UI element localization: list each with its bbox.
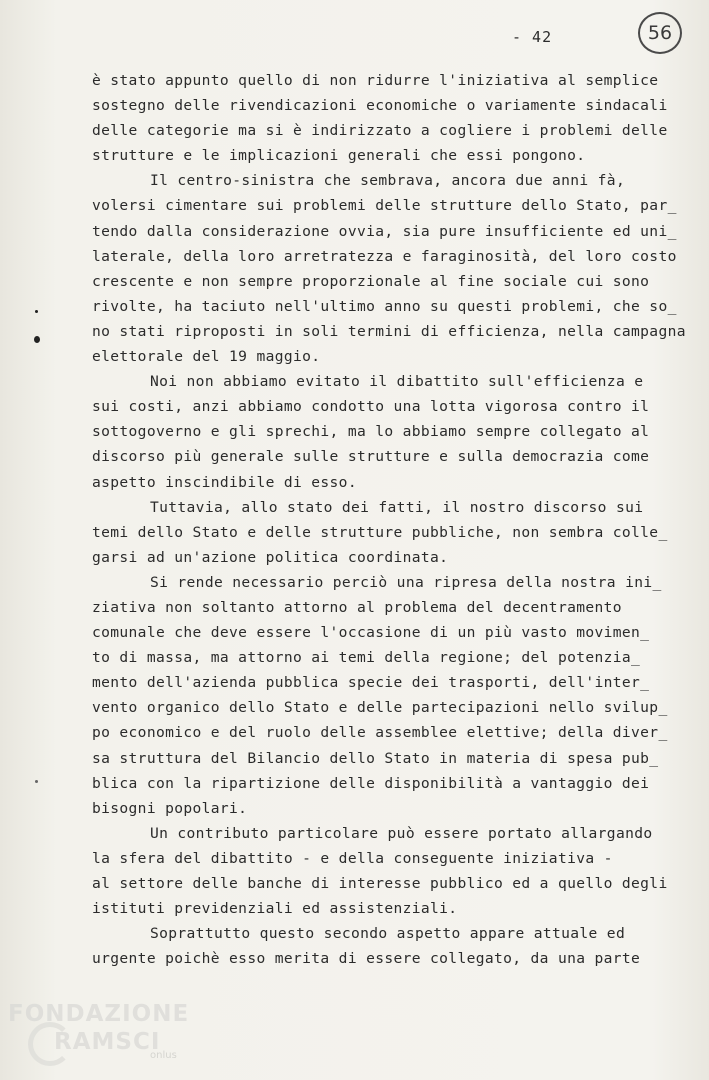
text-line: istituti previdenziali ed assistenziali. — [92, 900, 458, 918]
watermark-suffix: onlus — [150, 1050, 177, 1061]
text-line: Noi non abbiamo evitato il dibattito sull'efficienza e — [150, 373, 644, 391]
text-line: discorso più generale sulle strutture e sulla democrazia come — [92, 448, 650, 466]
text-line: sa struttura del Bilancio dello Stato in materia di spesa pub_ — [92, 749, 659, 767]
text-line: no stati riproposti in soli termini di efficienza, nella campagna — [92, 322, 686, 340]
watermark-line2: RAMSCI — [54, 1029, 161, 1055]
margin-dot-mark — [35, 310, 38, 313]
text-line: sostegno delle rivendicazioni economiche o variamente sindacali — [92, 97, 668, 115]
text-line: tendo dalla considerazione ovvia, sia pure insufficiente ed uni_ — [92, 222, 677, 240]
text-line: volersi cimentare sui problemi delle strutture dello Stato, par_ — [92, 197, 677, 215]
text-line: crescente e non sempre proporzionale al fine sociale cui sono — [92, 272, 650, 290]
text-line: vento organico dello Stato e delle partecipazioni nello svilup_ — [92, 699, 668, 717]
text-line: temi dello Stato e delle strutture pubbliche, non sembra colle_ — [92, 523, 668, 541]
typed-body-text — [92, 68, 686, 971]
text-line: laterale, della loro arretratezza e faraginosità, del loro costo — [92, 247, 677, 265]
text-line: bisogni popolari. — [92, 799, 248, 817]
text-line: Si rende necessario perciò una ripresa della nostra ini_ — [150, 573, 662, 591]
text-line: aspetto inscindibile di esso. — [92, 473, 357, 491]
text-line: urgente poichè esso merita di essere collegato, da una parte — [92, 950, 641, 968]
text-line: po economico e del ruolo delle assemblee elettive; della diver_ — [92, 724, 668, 742]
text-line: mento dell'azienda pubblica specie dei trasporti, dell'inter_ — [92, 674, 650, 692]
text-line: delle categorie ma si è indirizzato a cogliere i problemi delle — [92, 122, 668, 140]
text-line: al settore delle banche di interesse pubblico ed a quello degli — [92, 875, 668, 892]
archive-number-stamp: 56 — [638, 12, 682, 54]
text-line: to di massa, ma attorno ai temi della regione; del potenzia_ — [92, 649, 641, 667]
text-line: comunale che deve essere l'occasione di un più vasto movimen_ — [92, 624, 650, 642]
text-line: rivolte, ha taciuto nell'ultimo anno su questi problemi, che so_ — [92, 297, 677, 315]
text-line: Un contributo particolare può essere portato allargando — [150, 824, 653, 842]
text-line: è stato appunto quello di non ridurre l'iniziativa al semplice — [92, 72, 659, 89]
margin-dot-mark — [35, 780, 38, 783]
text-line: elettorale del 19 maggio. — [92, 348, 321, 366]
text-line: sui costi, anzi abbiamo condotto una lotta vigorosa contro il — [92, 398, 650, 416]
watermark-logo — [8, 1000, 208, 1056]
watermark-line1: FONDAZIONE — [8, 1001, 190, 1027]
text-line: Tuttavia, allo stato dei fatti, il nostro discorso sui — [150, 498, 644, 516]
text-line: strutture e le implicazioni generali che essi pongono. — [92, 147, 586, 165]
text-line: blica con la ripartizione delle disponibilità a vantaggio dei — [92, 774, 650, 792]
text-line: la sfera del dibattito - e della conseguente iniziativa - — [92, 849, 613, 867]
text-line: Soprattutto questo secondo aspetto appare attuale ed — [150, 925, 626, 943]
text-line: ziativa non soltanto attorno al problema del decentramento — [92, 598, 622, 616]
text-line: sottogoverno e gli sprechi, ma lo abbiamo sempre collegato al — [92, 423, 650, 441]
margin-ink-mark — [34, 336, 40, 343]
text-line: garsi ad un'azione politica coordinata. — [92, 548, 449, 566]
text-line: Il centro-sinistra che sembrava, ancora due anni fà, — [150, 172, 626, 190]
page-number: - 42 — [512, 28, 553, 46]
